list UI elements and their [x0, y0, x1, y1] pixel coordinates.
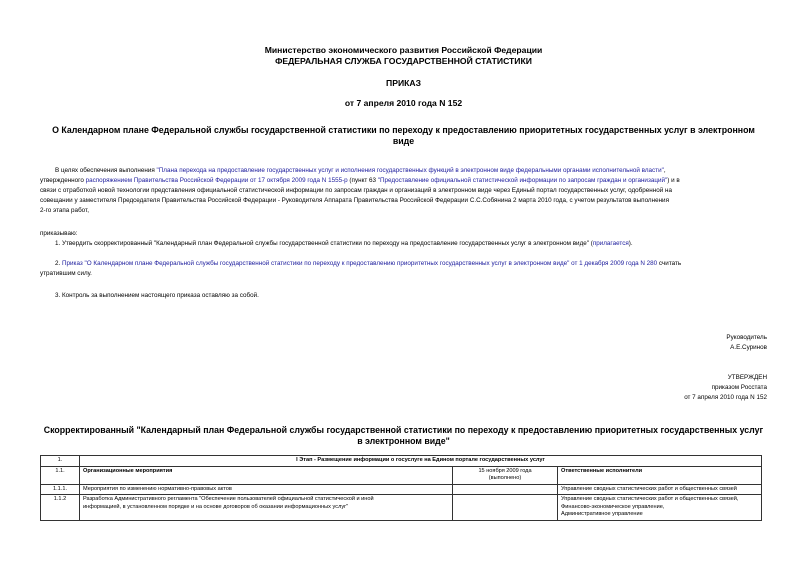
order-word: приказываю: [40, 230, 78, 237]
service-name: ФЕДЕРАЛЬНАЯ СЛУЖБА ГОСУДАРСТВЕННОЙ СТАТИСТИКИ [275, 56, 532, 66]
row-number: 1.1. [41, 466, 80, 484]
item-1: 1. Утвердить скорректированный "Календарный план Федеральной службы государственной статистики по переходу на предоставление государственных услуг в электронном виде" (прилагается). [55, 240, 633, 247]
responsible-cell: Ответственные исполнители [558, 466, 762, 484]
doc-date: от 7 апреля 2010 года N 152 [344, 98, 463, 108]
signer-role: Руководитель [726, 334, 767, 341]
responsible-cell: Управление сводных статистических работ и общественных связей, Финансово-экономическое управление, Административное управление [558, 495, 762, 521]
approved-date: от 7 апреля 2010 года N 152 [684, 394, 767, 401]
plan-link[interactable]: "Плана перехода на предоставление государственных услуг и исполнения государственных функций в электронном виде федеральными органами исполнительной власти" [156, 167, 664, 174]
date-cell: 15 ноября 2009 года (выполнено) [453, 466, 558, 484]
preamble-line3: связи с отработкой новой технологии представления официальной статистической информации по запросам граждан и организаций в электронном виде через Единый портал государственных услуг, одобренной на [40, 187, 672, 194]
task-cell: Разработка Административного регламента "Обеспечение пользователей официальной статистической и иной информацией, в установленном порядке и на основе договоров об оказании информационных услуг" [80, 495, 453, 521]
decree-link[interactable]: распоряжением Правительства Российской Федерации от 17 октября 2009 года N 1555-р [85, 177, 348, 184]
item-2: 2. Приказ "О Календарном плане Федеральной службы государственной статистики по переходу к предоставлению приоритетных государственных услуг в электронном виде" от 1 декабря 2009 года N 280 считать [55, 260, 682, 267]
signer-name: А.Е.Суринов [730, 344, 767, 351]
preamble-line1: В целях обеспечения выполнения "Плана перехода на предоставление государственных услуг и исполнения государственных функций в электронном виде федеральными органами исполнительной власти", [55, 167, 666, 174]
old-order-link[interactable]: Приказ "О Календарном плане Федеральной службы государственной статистики по переходу к предоставлению приоритетных государственных услуг в электронном виде" от 1 декабря 2009 года N 280 [62, 260, 658, 267]
approved-by: приказом Росстата [711, 384, 767, 391]
preamble-line5: 2-го этапа работ, [40, 207, 89, 214]
preamble-intro: В целях обеспечения выполнения [55, 167, 157, 174]
table-row [41, 495, 762, 521]
preamble-line4: совещании у заместителя Председателя Правительства Российской Федерации - Руководителя Аппарата Правительства Российской Федерации С.С.Собянина 2 марта 2010 года, с учетом результатов выполнения [40, 197, 669, 204]
preamble-line2: утвержденного распоряжением Правительства Российской Федерации от 17 октября 2009 года N 1555-р (пункт 63 "Предоставление официальной статистической информации по запросам граждан и организаций") и в [40, 177, 680, 184]
service-link[interactable]: "Предоставление официальной статистической информации по запросам граждан и организаций" [377, 177, 668, 184]
date-cell [453, 495, 558, 521]
doc-type: ПРИКАЗ [386, 78, 421, 88]
table-row [41, 466, 762, 484]
row-number: 1.1.2 [41, 495, 80, 521]
doc-title-line2: виде [392, 136, 415, 146]
ministry-name: Министерство экономического развития Российской Федерации [264, 45, 543, 55]
row-number: 1.1.1. [41, 484, 80, 495]
date-cell [453, 484, 558, 495]
plan-title-line1: Скорректированный "Календарный план Федеральной службы государственной статистики по переходу к предоставлению приоритетных государственных услуг [43, 425, 764, 435]
plan-table [40, 455, 762, 521]
doc-title-line1: О Календарном плане Федеральной службы государственной статистики по переходу к предоставлению приоритетных государственных услуг в электронном [52, 125, 755, 135]
annex-link[interactable]: прилагается [592, 240, 629, 247]
stage-heading: I Этап - Размещение информации о госуслуге на Едином портале государственных услуг [80, 456, 762, 467]
table-row [41, 456, 762, 467]
plan-title-line2: в электронном виде" [357, 436, 450, 446]
approved-label: УТВЕРЖДЕН [727, 374, 767, 381]
responsible-cell: Управление сводных статистических работ и общественных связей [558, 484, 762, 495]
task-cell: Мероприятия по изменению нормативно-правовых актов [80, 484, 453, 495]
task-cell: Организационные мероприятия [80, 466, 453, 484]
table-row [41, 484, 762, 495]
row-number: 1. [41, 456, 80, 467]
item-3: 3. Контроль за выполнением настоящего приказа оставляю за собой. [55, 292, 259, 299]
item-2-line2: утратившим силу. [40, 270, 92, 277]
